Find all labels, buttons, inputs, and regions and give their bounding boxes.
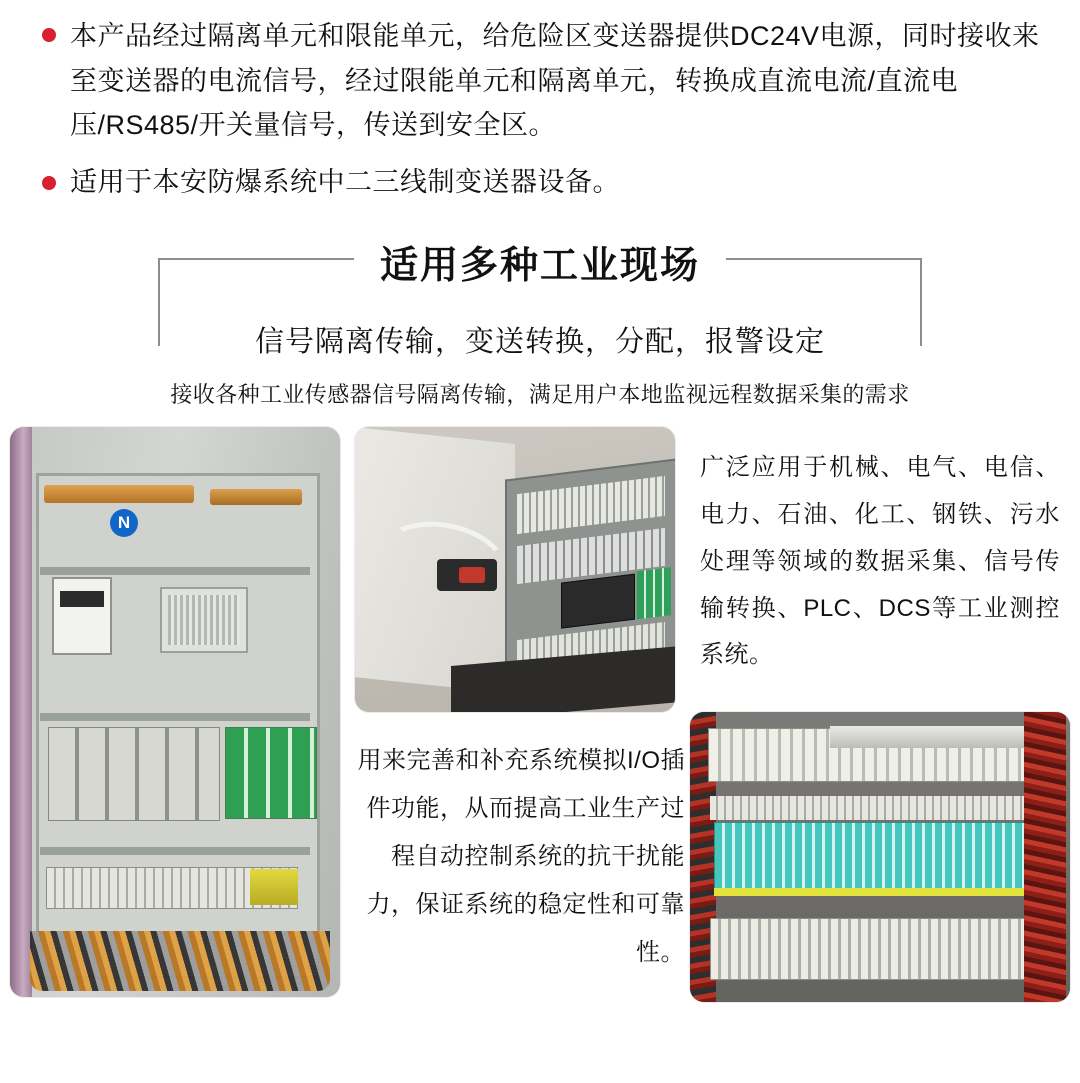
list-item — [42, 162, 1050, 203]
photo-cabinet: N — [10, 427, 340, 997]
feature-bullet-list — [0, 0, 1080, 202]
bullet-dot-icon — [42, 28, 56, 42]
bullet-text-1: 本产品经过隔离单元和限能单元，给危险区变送器提供DC24V电源，同时接收来至变送器的电流信号，经过限能单元和隔离单元，转换成直流电流/直流电压/RS485/开关量信号，传送到安全区。 — [70, 21, 1040, 141]
photo-terminal-blocks — [690, 712, 1070, 1002]
bottom-description-text: 用来完善和补充系统模拟I/O插件功能，从而提高工业生产过程自动控制系统的抗干扰能力，保证系统的稳定性和可靠性。 — [357, 747, 685, 967]
bullet-text-2: 适用于本安防爆系统中二三线制变送器设备。 — [70, 166, 620, 197]
page-title: 适用多种工业现场 — [354, 234, 726, 289]
headline-subtitle: 信号隔离传输，变送转换，分配，报警设定 — [239, 319, 841, 360]
right-description-text: 广泛应用于机械、电气、电信、电力、石油、化工、钢铁、污水处理等领域的数据采集、信号传输转换、PLC、DCS等工业测控系统。 — [700, 454, 1060, 669]
bullet-dot-icon — [42, 176, 56, 190]
list-item — [42, 14, 1050, 148]
photo-control-panel — [355, 427, 675, 712]
content-grid — [0, 427, 1080, 1002]
headline-description: 接收各种工业传感器信号隔离传输，满足用户本地监视远程数据采集的需求 — [170, 382, 910, 408]
headline-section — [0, 238, 1080, 409]
